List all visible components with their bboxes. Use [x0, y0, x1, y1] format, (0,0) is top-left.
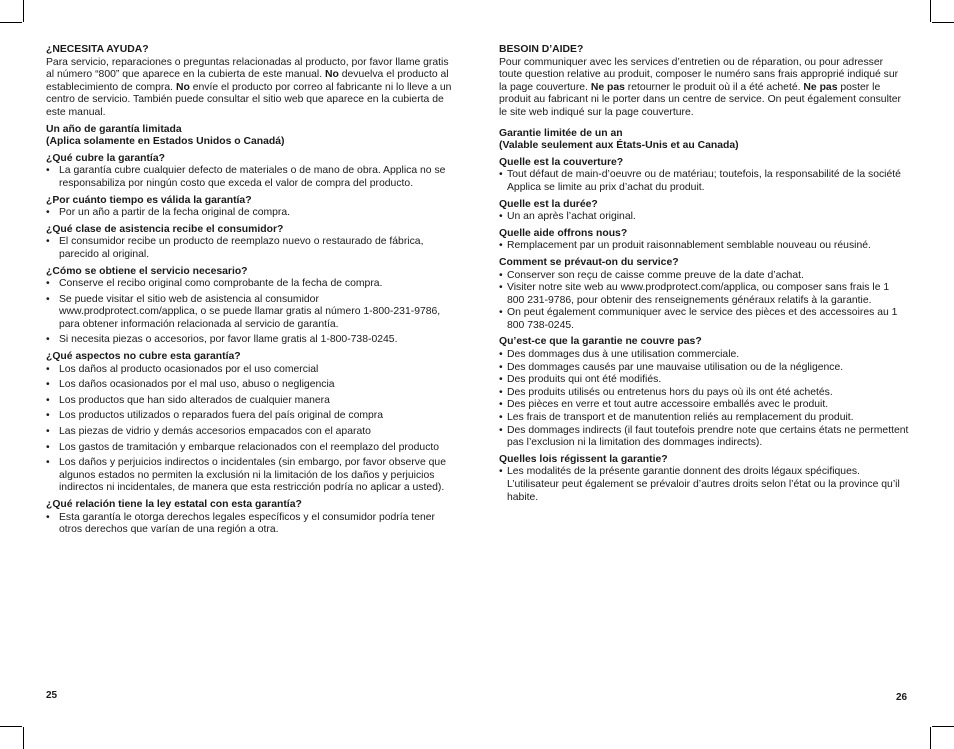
- help-emphasis: No: [175, 81, 190, 93]
- section-heading: ¿Cómo se obtiene el servicio necesario?: [46, 265, 248, 277]
- list-item: [46, 426, 458, 439]
- list-item: [499, 240, 909, 253]
- list-item: [499, 399, 909, 412]
- section-heading: Qu’est-ce que la garantie ne couvre pas?: [499, 336, 702, 348]
- list-item: [46, 278, 458, 291]
- list-item-text: Los daños ocasionados por el mal uso, abuso o negligencia: [59, 379, 335, 391]
- list-item: [499, 362, 909, 375]
- list-item-text: La garantía cubre cualquier defecto de materiales o de mano de obra. Applica no se responsabiliza por ningún costo que exceda el valor de compra del producto.: [59, 165, 446, 189]
- warranty-title: Garantie limitée de un an: [499, 127, 623, 139]
- list-item-text: Tout défaut de main-d’oeuvre ou de matériau; toutefois, la responsabilité de la société Applica se limite au prix d’achat du produit.: [507, 169, 901, 193]
- list-item-text: Des produits qui ont été modifiés.: [507, 374, 662, 386]
- page-number-right: 26: [896, 692, 908, 703]
- section-heading: Quelle est la durée?: [499, 198, 598, 210]
- help-emphasis: Ne pas: [803, 81, 838, 93]
- list-item-text: Des pièces en verre et tout autre accessoire emballés avec le produit.: [507, 399, 829, 411]
- bullet-icon: •: [46, 207, 50, 219]
- bullet-icon: •: [46, 410, 50, 422]
- list-item: [46, 395, 458, 408]
- list-item: [499, 349, 909, 362]
- bullet-icon: •: [46, 511, 50, 523]
- list-item: [46, 379, 458, 392]
- help-emphasis: No: [325, 69, 339, 81]
- bullet-icon: •: [499, 386, 503, 398]
- help-text: poster le produit au fabricant ni le porter dans un centre de service. On peut également consulter le site web indiqué sur la page couverture.: [499, 81, 902, 118]
- list-item-text: Los gastos de tramitación y embarque relacionados con el reemplazo del producto: [59, 441, 440, 453]
- section-heading: ¿Qué clase de asistencia recibe el consumidor?: [46, 223, 284, 235]
- list-item-text: Les modalités de la présente garantie donnent des droits légaux spécifiques. L’utilisateur peut également se prévaloir d’autres droits selon l’état ou la province qu’il habite.: [507, 466, 900, 503]
- list-item: [46, 294, 458, 332]
- list-item-text: Un an après l’achat original.: [507, 211, 636, 223]
- section-heading: Quelle est la couverture?: [499, 156, 624, 168]
- list-item-text: Des produits utilisés ou entretenus hors du pays où ils ont été achetés.: [507, 386, 833, 398]
- list-item-text: Los daños al producto ocasionados por el uso comercial: [59, 363, 319, 375]
- list-item-text: On peut également communiquer avec le service des pièces et des accessoires au 1 800 738-0245.: [507, 307, 898, 331]
- bullet-icon: •: [499, 169, 503, 181]
- bullet-icon: •: [499, 349, 503, 361]
- warranty-subtitle: (Aplica solamente en Estados Unidos o Canadá): [46, 136, 285, 148]
- crop-mark: [0, 22, 22, 23]
- bullet-icon: •: [46, 457, 50, 469]
- list-item: [499, 466, 909, 504]
- list-item-text: Des dommages causés par une mauvaise utilisation ou de la négligence.: [507, 361, 844, 373]
- list-item: [499, 270, 909, 283]
- list-item: [46, 442, 458, 455]
- list-item-text: Visiter notre site web au www.prodprotect.com/applica, ou composer sans frais le 1 800 231-9786, pour obtenir des renseignements généraux relatifs à la garantie.: [507, 282, 890, 306]
- bullet-icon: •: [499, 399, 503, 411]
- bullet-icon: •: [46, 379, 50, 391]
- crop-mark: [930, 727, 931, 749]
- list-item: [499, 307, 909, 332]
- help-paragraph: [46, 57, 458, 120]
- list-item-text: Las piezas de vidrio y demás accesorios empacados con el aparato: [59, 426, 371, 438]
- list-item-text: Conserver son reçu de caisse comme preuve de la date d’achat.: [507, 269, 804, 281]
- list-item-text: Los daños y perjuicios indirectos o incidentales (sin embargo, por favor observe que algunos estados no permiten la exclusión ni la limitación de los daños y perjuicios indirectos ni incidentales, de manera que esta restricción podría no aplicar a usted).: [59, 457, 446, 494]
- bullet-icon: •: [499, 412, 503, 424]
- crop-mark: [23, 0, 24, 22]
- help-text: Para servicio, reparaciones o preguntas relacionadas al producto, por favor llame gratis al número “800” que aparece en la cubierta de este manual.: [46, 56, 449, 81]
- help-text: devuelva el producto al establecimiento de compra.: [46, 69, 449, 93]
- section-heading: Quelles lois régissent la garantie?: [499, 453, 668, 465]
- bullet-icon: •: [499, 240, 503, 252]
- help-emphasis: Ne pas: [590, 81, 625, 93]
- bullet-icon: •: [46, 426, 50, 438]
- list-item: [46, 457, 458, 495]
- list-item: [46, 512, 458, 537]
- section-heading: Comment se prévaut-on du service?: [499, 256, 679, 268]
- section-heading: ¿Qué cubre la garantía?: [46, 152, 165, 164]
- bullet-icon: •: [46, 165, 50, 177]
- section-heading: ¿Qué relación tiene la ley estatal con esta garantía?: [46, 499, 302, 510]
- list-item-text: Por un año a partir de la fecha original de compra.: [59, 207, 291, 219]
- list-item-text: Los productos que han sido alterados de cualquier manera: [59, 394, 330, 406]
- help-text: envíe el producto por correo al fabricante ni lo lleve a un centro de servicio. También puede consultar el sitio web que aparece en la cubierta de este manual.: [46, 81, 452, 118]
- list-item: [46, 364, 458, 377]
- crop-mark: [23, 727, 24, 749]
- list-item: [499, 387, 909, 400]
- list-item: [499, 374, 909, 387]
- list-item-text: Conserve el recibo original como comprobante de la fecha de compra.: [59, 278, 383, 290]
- list-item-text: El consumidor recibe un producto de reemplazo nuevo o restaurado de fábrica, parecido al original.: [59, 236, 424, 260]
- help-paragraph: [499, 57, 909, 120]
- list-item-text: Se puede visitar el sitio web de asistencia al consumidor www.prodprotect.com/applica, o se puede llamar gratis al número 1-800-231-9786, para obtener información relacionada al servicio de garantía.: [59, 293, 441, 330]
- bullet-icon: •: [499, 424, 503, 436]
- bullet-icon: •: [46, 441, 50, 453]
- help-text: retourner le produit où il a été acheté.: [624, 81, 804, 93]
- list-item-text: Des dommages indirects (il faut toutefois prendre note que certains états ne permettent pas l’exclusion ni la limitation des dommages indirects).: [507, 424, 909, 449]
- crop-mark: [932, 726, 954, 727]
- list-item-text: Remplacement par un produit raisonnablement semblable nouveau ou réusiné.: [507, 240, 871, 252]
- bullet-icon: •: [499, 466, 503, 478]
- warranty-subtitle: (Valable seulement aux États-Unis et au Canada): [499, 140, 739, 152]
- bullet-icon: •: [499, 361, 503, 373]
- bullet-icon: •: [46, 394, 50, 406]
- bullet-icon: •: [46, 334, 50, 346]
- section-heading: ¿Qué aspectos no cubre esta garantía?: [46, 351, 241, 363]
- crop-mark: [932, 22, 954, 23]
- list-item: [46, 334, 458, 347]
- crop-mark: [0, 726, 22, 727]
- list-item: [46, 165, 458, 190]
- warranty-sections: [46, 153, 458, 537]
- list-item-text: Esta garantía le otorga derechos legales específicos y el consumidor podría tener otros derechos que varían de una región a otra.: [59, 511, 436, 536]
- list-item-text: Si necesita piezas o accesorios, por favor llame gratis al 1-800-738-0245.: [59, 334, 398, 346]
- bullet-icon: •: [499, 307, 503, 319]
- spanish-column: [46, 44, 458, 540]
- list-item: [499, 211, 909, 224]
- list-item: [499, 282, 909, 307]
- list-item-text: Los productos utilizados o reparados fuera del país original de compra: [59, 410, 384, 422]
- bullet-icon: •: [46, 236, 50, 248]
- bullet-icon: •: [499, 269, 503, 281]
- warranty-title: Un año de garantía limitada: [46, 123, 182, 135]
- help-heading: ¿NECESITA AYUDA?: [46, 44, 149, 55]
- bullet-icon: •: [499, 211, 503, 223]
- help-heading: BESOIN D’AIDE?: [499, 44, 584, 55]
- bullet-icon: •: [499, 374, 503, 386]
- french-column: [499, 44, 909, 504]
- help-text: Pour communiquer avec les services d’entretien ou de réparation, ou pour adresser toute question relative au produit, composer le numéro sans frais approprié indiqué sur la page couverture.: [499, 56, 899, 93]
- list-item-text: Les frais de transport et de manutention reliés au remplacement du produit.: [507, 412, 854, 424]
- crop-mark: [930, 0, 931, 22]
- bullet-icon: •: [46, 293, 50, 305]
- page-number-left: 25: [46, 690, 58, 701]
- list-item: [499, 169, 909, 194]
- bullet-icon: •: [46, 278, 50, 290]
- warranty-sections: [499, 157, 909, 504]
- list-item: [46, 410, 458, 423]
- list-item: [46, 207, 458, 220]
- list-item-text: Des dommages dus à une utilisation commerciale.: [507, 349, 740, 361]
- bullet-icon: •: [46, 363, 50, 375]
- list-item: [46, 236, 458, 261]
- section-heading: ¿Por cuánto tiempo es válida la garantía?: [46, 194, 252, 206]
- list-item: [499, 425, 909, 450]
- section-heading: Quelle aide offrons nous?: [499, 227, 628, 239]
- bullet-icon: •: [499, 282, 503, 294]
- list-item: [499, 412, 909, 425]
